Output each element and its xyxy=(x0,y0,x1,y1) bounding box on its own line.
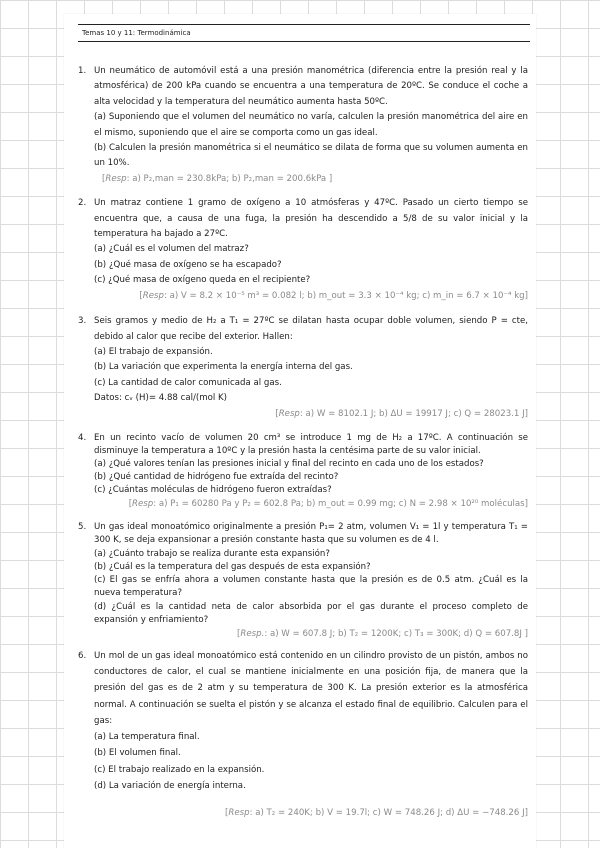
problem-number: 5. xyxy=(78,521,87,532)
problem-part: (d) La variación de energía interna. xyxy=(94,780,246,791)
problem-4 xyxy=(78,432,528,511)
problem-statement: Un mol de un gas ideal monoatómico está contenido en un cilindro provisto de un pistón, ambos no conductores de calor, el cual se mantiene inicialmente en una posición fija, de manera que la presión del gas es de 2 atm y su temperatura de 300 K. La presión exterior es la atmosférica normal. A continuación se suelta el pistón y se alcanza el estado final de equilibrio. Calculen para el gas: xyxy=(94,650,528,726)
answer-text: : a) P₁ = 60280 Pa y P₂ = 602.8 Pa; b) m_out = 0.99 mg; c) N = 2.98 × 10²⁰ moléculas] xyxy=(153,498,528,509)
problem-part: (b) El volumen final. xyxy=(94,748,181,759)
problem-part: (c) ¿Cuántas moléculas de hidrógeno fueron extraídas? xyxy=(94,484,332,495)
problem-statement: Seis gramos y medio de H₂ a T₁ = 27ºC se dilatan hasta ocupar doble volumen, siendo P = cte, debido al calor que recibe del exterior. Hallen: xyxy=(94,316,528,342)
answer-label: Resp xyxy=(132,498,154,509)
answer-label: Resp xyxy=(228,808,250,819)
problem-part: (c) El gas se enfría ahora a volumen constante hasta que la presión es de 0.5 atm. ¿Cuál es la nueva temperatura? xyxy=(94,575,528,599)
problem-statement: Un matraz contiene 1 gramo de oxígeno a 10 atmósferas y 47ºC. Pasado un cierto tiempo se encuentra que, a causa de una fuga, la presión ha descendido a 5/8 de su valor inicial y la temperatura ha bajado a 27ºC. xyxy=(94,198,528,240)
answer-label: Resp xyxy=(105,173,127,184)
problem-part: (c) El trabajo realizado en la expansión. xyxy=(94,764,265,775)
problem-number: 1. xyxy=(78,66,87,76)
problem-statement: Un neumático de automóvil está a una presión manométrica (diferencia entre la presión real y la atmosférica) de 200 kPa cuando se encuentra a una temperatura de 20ºC. Se conduce el coche a alta velocidad y la temperatura del neumático aumenta hasta 50ºC. xyxy=(94,66,528,107)
answer-label: Resp. xyxy=(240,629,265,640)
problem-part: (a) El trabajo de expansión. xyxy=(94,346,213,357)
problem-2 xyxy=(78,196,528,304)
problem-answer: [Resp: a) P₂,man = 230.8kPa; b) P₂,man = 200.6kPa ] xyxy=(102,173,333,184)
problem-number: 2. xyxy=(78,198,87,209)
problem-part: (a) La temperatura final. xyxy=(94,732,200,743)
problem-part: (a) ¿Cuál es el volumen del matraz? xyxy=(94,244,249,255)
problem-statement: Un gas ideal monoatómico originalmente a presión P₁= 2 atm, volumen V₁ = 1l y temperatura T₁ = 300 K, se deja expansionar a presión constante hasta que su volumen es de 4 l. xyxy=(94,521,528,546)
problem-number: 4. xyxy=(78,432,87,443)
problem-part: (b) Calculen la presión manométrica si el neumático se dilata de forma que su volumen aumenta en un 10%. xyxy=(94,143,528,169)
header-title: Temas 10 y 11: Termodinámica xyxy=(82,29,191,37)
problem-list xyxy=(78,64,528,822)
answer-text: : a) V = 8.2 × 10⁻⁵ m³ = 0.082 l; b) m_out = 3.3 × 10⁻⁴ kg; c) m_in = 6.7 × 10⁻⁴ kg] xyxy=(163,290,528,301)
problem-5 xyxy=(78,521,528,642)
problem-1 xyxy=(78,64,528,187)
problem-part: (c) La cantidad de calor comunicada al gas. xyxy=(94,377,282,388)
problem-statement: En un recinto vacío de volumen 20 cm³ se introduce 1 mg de H₂ a 17ºC. A continuación se disminuye la temperatura a 10ºC y la presión hasta la centésima parte de su valor inicial. xyxy=(94,432,528,456)
page-header xyxy=(78,24,530,42)
problem-6 xyxy=(78,648,528,822)
problem-3 xyxy=(78,314,528,422)
document-page xyxy=(64,14,536,848)
answer-text: : a) W = 8102.1 J; b) ΔU = 19917 J; c) Q = 28023.1 J] xyxy=(299,408,528,419)
problem-part: (a) ¿Qué valores tenían las presiones inicial y final del recinto en cada uno de los estados? xyxy=(94,458,484,469)
problem-answer: [Resp: a) V = 8.2 × 10⁻⁵ m³ = 0.082 l; b) m_out = 3.3 × 10⁻⁴ kg; c) m_in = 6.7 × 10⁻⁴ kg] xyxy=(139,290,528,301)
problem-number: 6. xyxy=(78,650,87,661)
problem-part: (a) Suponiendo que el volumen del neumático no varía, calculen la presión manométrica del aire en el mismo, suponiendo que el aire se comporta como un gas ideal. xyxy=(94,112,528,138)
problem-part: (b) ¿Qué cantidad de hidrógeno fue extraída del recinto? xyxy=(94,471,339,482)
answer-label: Resp xyxy=(142,290,164,301)
problem-answer: [Resp: a) T₂ = 240K; b) V = 19.7l; c) W = 748.26 J; d) ΔU = −748.26 J] xyxy=(225,808,528,819)
problem-number: 3. xyxy=(78,316,87,327)
problem-answer: [Resp.: a) W = 607.8 J; b) T₂ = 1200K; c) T₃ = 300K; d) Q = 607.8J ] xyxy=(237,629,528,640)
problem-part: (a) ¿Cuánto trabajo se realiza durante esta expansión? xyxy=(94,548,330,559)
problem-part: (b) ¿Cuál es la temperatura del gas después de esta expansión? xyxy=(94,561,371,572)
problem-answer: [Resp: a) W = 8102.1 J; b) ΔU = 19917 J; c) Q = 28023.1 J] xyxy=(275,408,528,419)
answer-text: : a) W = 607.8 J; b) T₂ = 1200K; c) T₃ = 300K; d) Q = 607.8J ] xyxy=(264,629,528,640)
answer-label: Resp xyxy=(278,408,300,419)
problem-answer: [Resp: a) P₁ = 60280 Pa y P₂ = 602.8 Pa; b) m_out = 0.99 mg; c) N = 2.98 × 10²⁰ moléculas] xyxy=(128,498,528,509)
problem-data: Datos: cᵥ (H)= 4.88 cal/(mol K) xyxy=(94,393,227,404)
answer-text: : a) T₂ = 240K; b) V = 19.7l; c) W = 748.26 J; d) ΔU = −748.26 J] xyxy=(249,808,528,819)
problem-part: (c) ¿Qué masa de oxígeno queda en el recipiente? xyxy=(94,275,311,286)
problem-part: (b) La variación que experimenta la energía interna del gas. xyxy=(94,362,353,373)
answer-text: : a) P₂,man = 230.8kPa; b) P₂,man = 200.6kPa ] xyxy=(126,173,333,184)
problem-part: (d) ¿Cuál es la cantidad neta de calor absorbida por el gas durante el proceso completo de expansión y enfriamiento? xyxy=(94,601,528,626)
problem-part: (b) ¿Qué masa de oxígeno se ha escapado? xyxy=(94,259,282,270)
